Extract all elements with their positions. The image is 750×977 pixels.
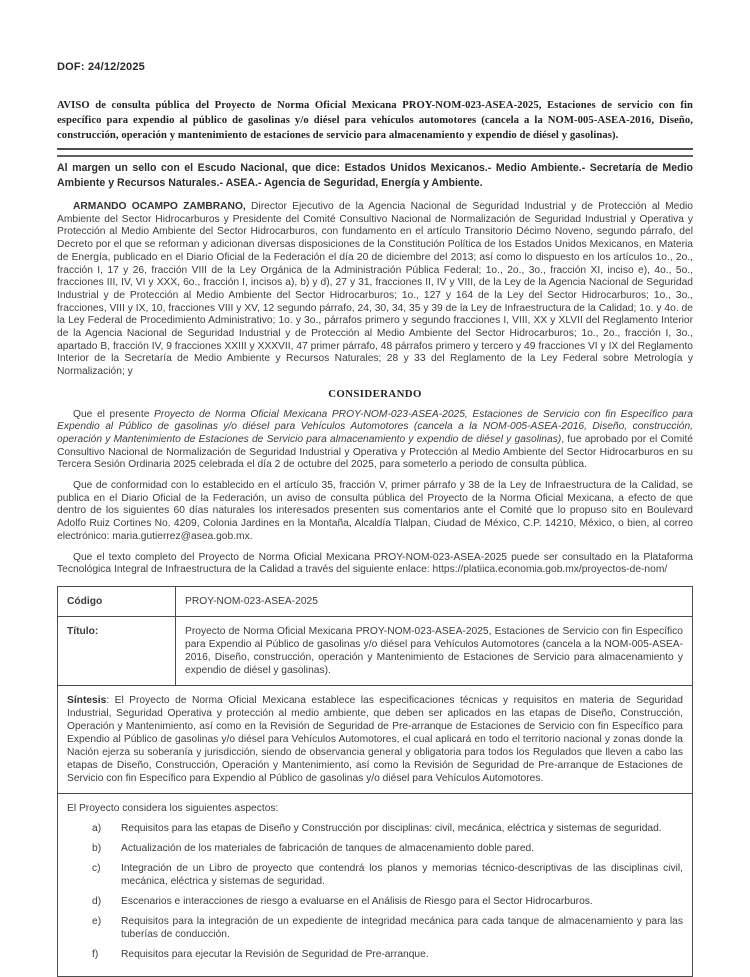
sintesis-label: Síntesis <box>67 694 107 706</box>
paragraph-authority <box>57 201 693 379</box>
aspect-marker: a) <box>92 822 102 834</box>
official-seal-banner: Al margen un sello con el Escudo Nacional, que dice: Estados Unidos Mexicanos.- Medio Ambiente.- Secretaría de Medio Ambiente y Recursos Naturales.- ASEA.- Agencia de Seguridad, Energía y Ambiente. <box>57 162 693 189</box>
codigo-label: Código <box>58 586 176 616</box>
document-content <box>57 0 693 977</box>
aspect-text: Requisitos para las etapas de Diseño y Construcción por disciplinas: civil, mecánica, eléctrica y sistemas de seguridad. <box>121 822 662 834</box>
aspect-text: Actualización de los materiales de fabricación de tanques de almacenamiento doble pared. <box>121 842 535 854</box>
aspect-text: Requisitos para la integración de un expediente de integridad mecánica para cada tanque de almacenamiento y para las tuberías de conducción. <box>121 915 683 940</box>
titulo-value: Proyecto de Norma Oficial Mexicana PROY-NOM-023-ASEA-2025, Estaciones de Servicio con fin Específico para Expendio al Público de gasolinas y/o diésel para Vehículos Automotores (cancela a la NOM-005-ASEA-2016, Diseño, construcción, operación y Mantenimiento de Estaciones de Servicio para almacenamiento y expendio de diésel y gasolinas). <box>176 616 693 685</box>
nom-summary-table <box>57 586 693 977</box>
aspect-marker: c) <box>92 862 101 874</box>
aspect-marker: b) <box>92 842 102 854</box>
codigo-value: PROY-NOM-023-ASEA-2025 <box>176 586 693 616</box>
aspect-text: Requisitos para ejecutar la Revisión de Seguridad de Pre-arranque. <box>121 948 429 960</box>
aspect-marker: d) <box>92 895 102 907</box>
considerando-heading: CONSIDERANDO <box>328 387 422 400</box>
aspect-marker: f) <box>92 948 99 960</box>
aspect-text: Integración de un Libro de proyecto que contendrá los planos y memorias técnico-descriptivas de las disciplinas civil, mecánica, eléctrica y sistemas de seguridad. <box>121 862 683 887</box>
paragraph-full-text-lead: Que el texto completo del Proyecto de Norma Oficial Mexicana PROY-NOM-023-ASEA-2025 puede ser consultado en la Plataforma Tecnológica Integral de Infraestructura de la Calidad a través del siguiente enlace: <box>57 551 693 576</box>
aspect-item <box>67 842 683 855</box>
titulo-label: Título: <box>58 616 176 685</box>
platform-url: https://platiica.economia.gob.mx/proyectos-de-nom/ <box>432 564 668 576</box>
horizontal-rule <box>57 155 693 157</box>
dof-date: DOF: 24/12/2025 <box>57 61 145 73</box>
aspect-text: Escenarios e interacciones de riesgo a evaluarse en el Análisis de Riesgo para el Sector Hidrocarburos. <box>121 895 593 907</box>
paragraph-consultation: Que de conformidad con lo establecido en el artículo 35, fracción V, primer párrafo y 38 de la Ley de Infraestructura de la Calidad, se publica en el Diario Oficial de la Federación, un aviso de consulta pública del Proyecto de la Norma Oficial Mexicana, a efecto de que dentro de los siguientes 60 días naturales los interesados presenten sus comentarios ante el Comité que lo propuso sito en Boulevard Adolfo Ruiz Cortines No. 4209, Colonia Jardines en la Montaña, Alcaldía Tlalpan, Ciudad de México, C.P. 14210, México, o bien, al correo electrónico: maria.gutierrez@asea.gob.mx. <box>57 480 693 542</box>
table-row-codigo <box>58 586 693 616</box>
paragraph-authority-text: Director Ejecutivo de la Agencia Nacional de Seguridad Industrial y de Protección al Medio Ambiente del Sector Hidrocarburos y Presidente del Comité Consultivo Nacional de Normalización de Seguridad Industrial y Operativa y Protección al Medio Ambiente del Sector Hidrocarburos, con fundamento en el artículo Transitorio Décimo Noveno, segundo párrafo, del Decreto por el que se reforman y adicionan diversas disposiciones de la Constitución Política de los Estados Unidos Mexicanos, en Materia de Energía, publicado en el Diario Oficial de la Federación el día 20 de diciembre del 2013; así como lo dispuesto en los artículos 1o., 2o., fracción I, 17 y 26, fracción VIII de la Ley Orgánica de la Administración Pública Federal; 1o., 2o., 3o., fracción XI, inciso e), 4o., 5o., fracciones III, IV, VI y XXX, 6o., fracción I, incisos a), b) y d), 27 y 31, fracciones II, IV y VIII, de la Ley de la Agencia Nacional de Seguridad Industrial y de Protección al Medio Ambiente del Sector Hidrocarburos; 1o., 127 y 164 de la Ley del Sector Hidrocarburos; 1o., 3o., fracciones, VIII y IX, 10, fracciones VIII y XV, 12 segundo párrafo, 24, 30, 34, 35 y 39 de la Ley de Infraestructura de la Calidad; 1o. y 4o. de la Ley Federal de Procedimiento Administrativo; 1o. y 3o., párrafos primero y segundo fracciones I, VIII, XX y XLVII del Reglamento Interior de la Agencia Nacional de Seguridad Industrial y de Protección al Medio Ambiente del Sector Hidrocarburos; 1o., 2o., fracción I, 3o., apartado B, fracción IV, 9 fracciones XXIII y XXXVII, 47 primer párrafo, 48 párrafos primero y tercero y 49 fracciones VI y IX del Reglamento Interior de la Secretaría de Medio Ambiente y Recursos Naturales; 28 y 33 del Reglamento de la Ley Federal sobre Metrología y Normalización; y <box>57 201 693 378</box>
sintesis-cell <box>58 685 693 793</box>
paragraph-approval <box>57 409 693 473</box>
aspect-item <box>67 915 683 941</box>
aspect-item <box>67 862 683 888</box>
aspect-item <box>67 948 683 961</box>
aspects-intro: El Proyecto considera los siguientes aspectos: <box>67 802 279 814</box>
sintesis-text: : El Proyecto de Norma Oficial Mexicana establece las especificaciones técnicas y requisitos en materia de Seguridad Industrial, Seguridad Operativa y protección al medio ambiente, que deben ser aplicados en las etapas de Diseño, Construcción, Operación y Mantenimiento, así como en la Revisión de Seguridad de Pre-arranque de Estaciones de Servicio con fin Específico para Expendio al Público de gasolinas y/o diésel para Vehículos Automotores, el cual aplicará en todo el territorio nacional y zonas donde la Nación ejerza su soberanía y jurisdicción, siendo de observancia general y obligatoria para todos los Regulados que lleven a cabo las etapas de Diseño, Construcción, Operación y Mantenimiento, así como la Revisión de Seguridad de Pre-arranque de Estaciones de Servicio con fin Específico para Expendio al Público de gasolinas y/o diésel para Vehículos Automotores. <box>67 694 683 784</box>
notice-headline: AVISO de consulta pública del Proyecto de Norma Oficial Mexicana PROY-NOM-023-ASEA-2025, Estaciones de servicio con fin específico para expendio al público de gasolinas y/o diésel para vehículos automotores (cancela a la NOM-005-ASEA-2016, Diseño, construcción, operación y mantenimiento de estaciones de servicio para almacenamiento y expendio de diésel y gasolinas). <box>57 98 693 150</box>
aspect-item <box>67 895 683 908</box>
paragraph-full-text <box>57 552 693 577</box>
aspects-list <box>67 822 683 961</box>
paragraph-approval-lead: Que el presente <box>73 408 154 420</box>
table-row-aspects <box>58 793 693 976</box>
table-row-sintesis <box>58 685 693 793</box>
table-row-titulo <box>58 616 693 685</box>
project-title-italic: Proyecto de Norma Oficial Mexicana PROY-NOM-023-ASEA-2025, Estaciones de Servicio con fin Específico para Expendio al Público de gasolinas y/o diésel para Vehículos Automotores (cancela a la NOM-005-ASEA-2016, Diseño, construcción, operación y Mantenimiento de Estaciones de Servicio para almacenamiento y expendio de diésel y gasolinas) <box>57 408 693 445</box>
director-name: ARMANDO OCAMPO ZAMBRANO, <box>73 201 246 212</box>
paragraph-approval-rest: , fue aprobado por el Comité Consultivo Nacional de Normalización de Seguridad Industrial y Operativa y Protección al Medio Ambiente del Sector Hidrocarburos en su Tercera Sesión Ordinaria 2025 celebrada el día 2 de octubre del 2025, para someterlo a periodo de consulta pública. <box>57 433 693 471</box>
aspects-cell <box>58 793 693 976</box>
aspect-marker: e) <box>92 915 102 927</box>
aspect-item <box>67 822 683 835</box>
